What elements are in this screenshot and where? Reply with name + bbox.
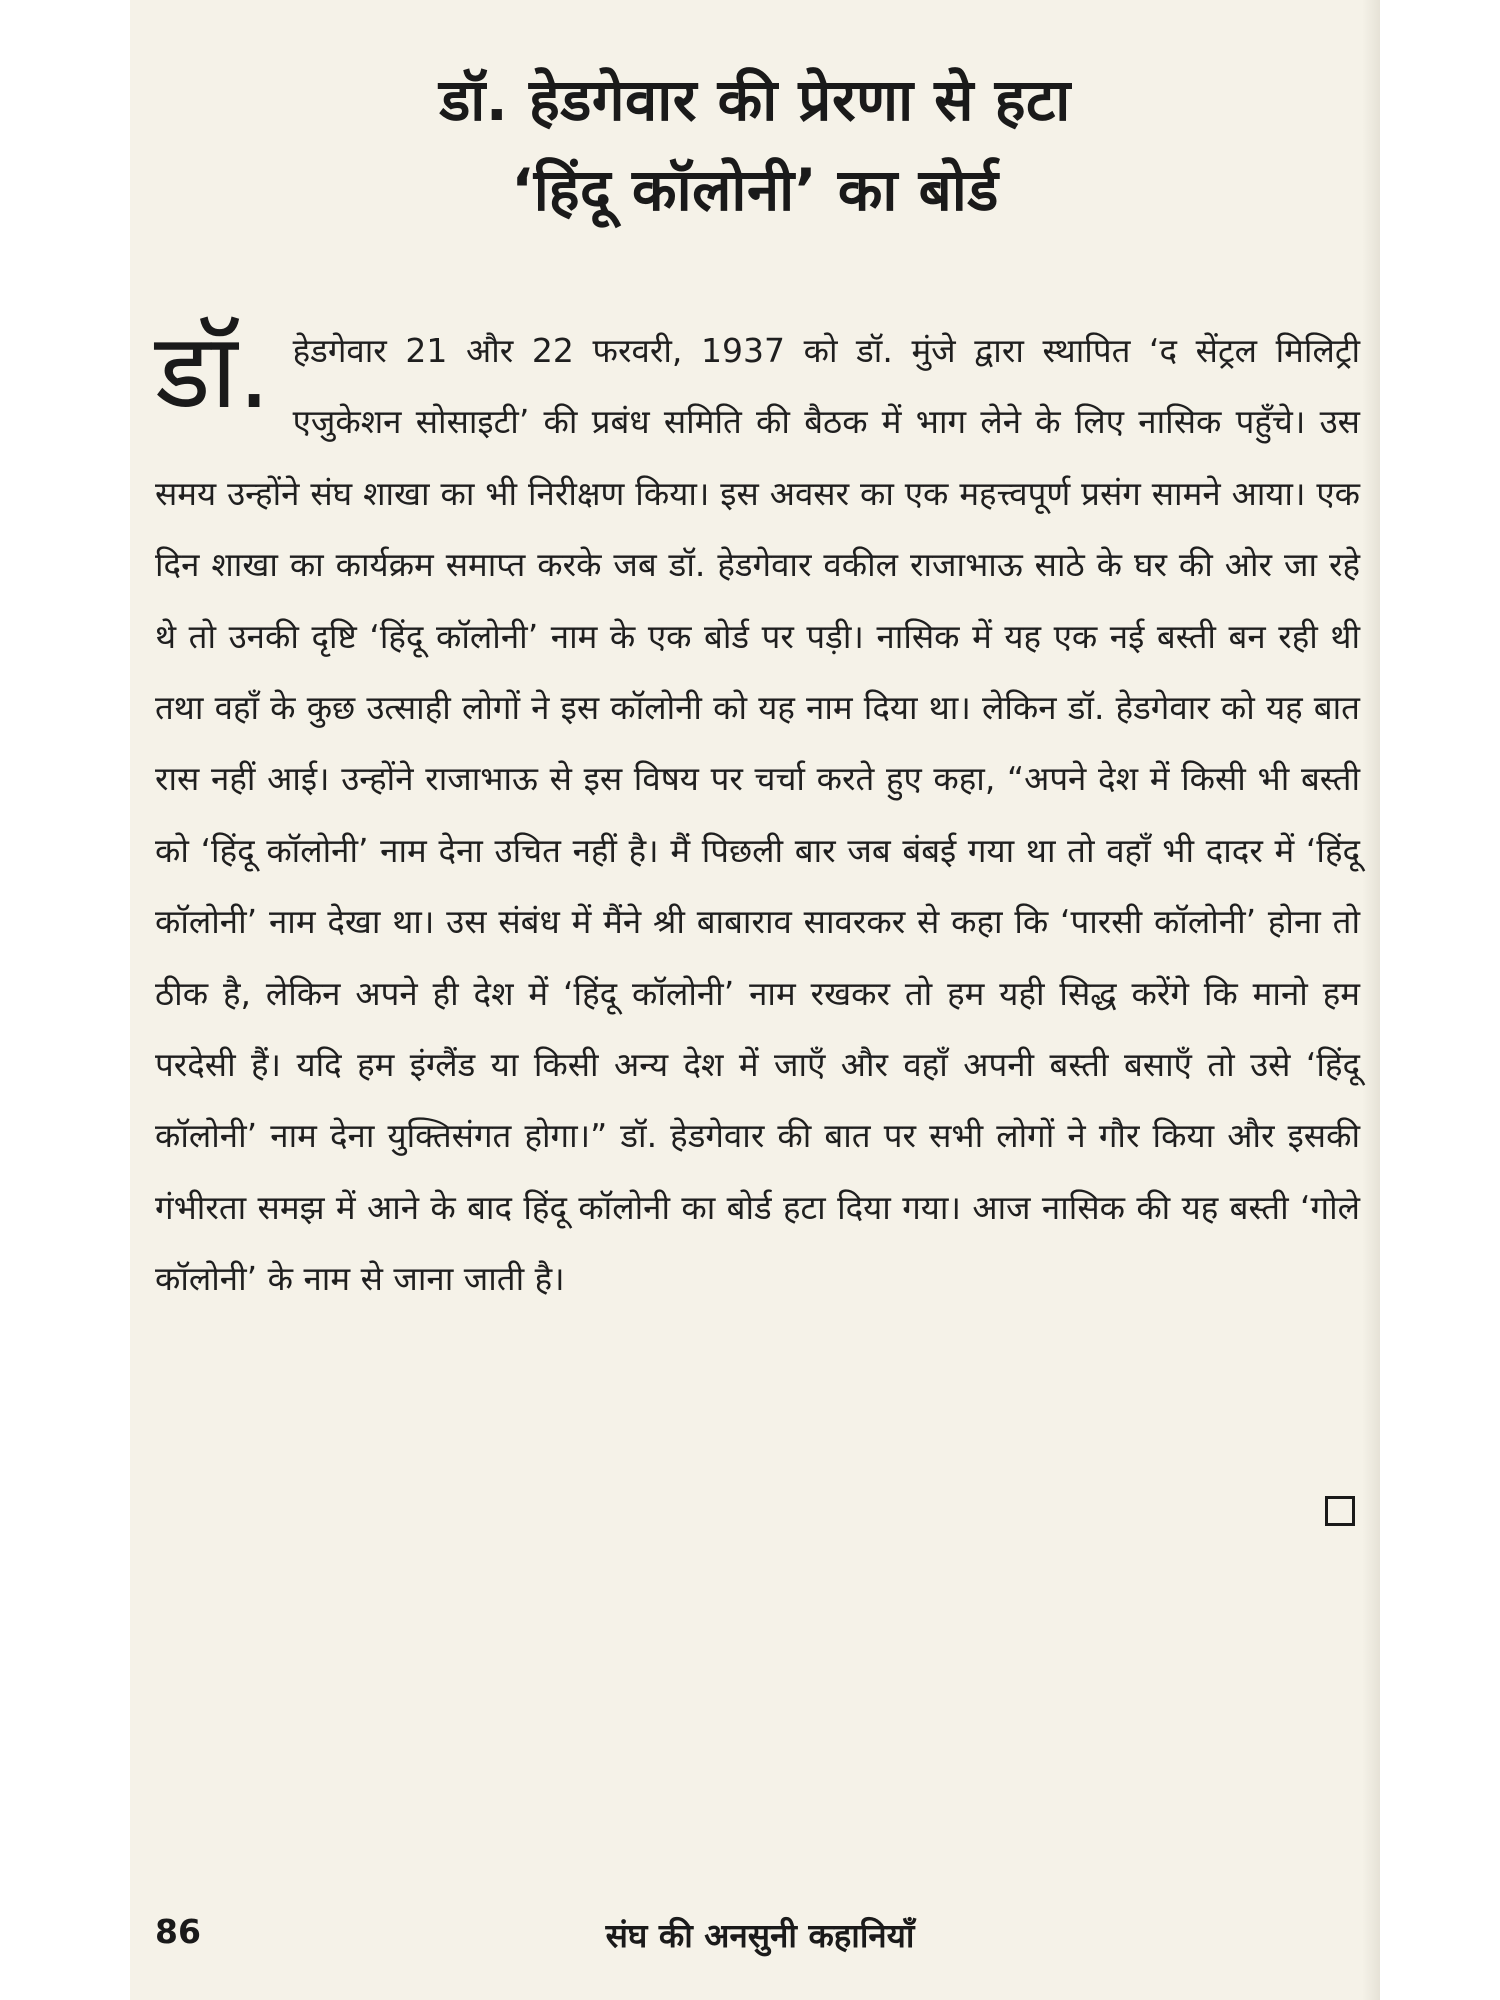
chapter-body [155,310,1360,1315]
chapter-title-line-2: ‘हिंदू कॉलोनी’ का बोर्ड [511,156,999,224]
end-of-chapter-square-icon [1325,1496,1355,1526]
drop-cap: डॉ. [155,310,271,432]
body-paragraph: हेडगेवार 21 और 22 फरवरी, 1937 को डॉ. मुंजे द्वारा स्थापित ‘द सेंट्रल मिलिट्री एजुकेशन सोसाइटी’ की प्रबंध समिति की बैठक में भाग लेने के लिए नासिक पहुँचे। उस समय उन्होंने संघ शाखा का भी निरीक्षण किया। इस अवसर का एक महत्त्वपूर्ण प्रसंग सामने आया। एक दिन शाखा का कार्यक्रम समाप्त करके जब डॉ. हेडगेवार वकील राजाभाऊ साठे के घर की ओर जा रहे थे तो उनकी दृष्टि ‘हिंदू कॉलोनी’ नाम के एक बोर्ड पर पड़ी। नासिक में यह एक नई बस्ती बन रही थी तथा वहाँ के कुछ उत्साही लोगों ने इस कॉलोनी को यह नाम दिया था। लेकिन डॉ. हेडगेवार को यह बात रास नहीं आई। उन्होंने राजाभाऊ से इस विषय पर चर्चा करते हुए कहा, “अपने देश में किसी भी बस्ती को ‘हिंदू कॉलोनी’ नाम देना उचित नहीं है। मैं पिछली बार जब बंबई गया था तो वहाँ भी दादर में ‘हिंदू कॉलोनी’ नाम देखा था। उस संबंध में मैंने श्री बाबाराव सावरकर से कहा कि ‘पारसी कॉलोनी’ होना तो ठीक है, लेकिन अपने ही देश में ‘हिंदू कॉलोनी’ नाम रखकर तो हम यही सिद्ध करेंगे कि मानो हम परदेसी हैं। यदि हम इंग्लैंड या किसी अन्य देश में जाएँ और वहाँ अपनी बस्ती बसाएँ तो उसे ‘हिंदू कॉलोनी’ नाम देना युक्तिसंगत होगा।” डॉ. हेडगेवार की बात पर सभी लोगों ने गौर किया और इसकी गंभीरता समझ में आने के बाद हिंदू कॉलोनी का बोर्ड हटा दिया गया। आज नासिक की यह बस्ती ‘गोले कॉलोनी’ के नाम से जाना जाती है। [155,331,1360,1299]
running-footer-book-title: संघ की अनसुनी कहानियाँ [605,1916,915,1955]
book-page [130,0,1380,2000]
chapter-title [130,55,1380,235]
chapter-title-line-1: डॉ. हेडगेवार की प्रेरणा से हटा [439,66,1071,134]
page-number: 86 [155,1912,201,1951]
